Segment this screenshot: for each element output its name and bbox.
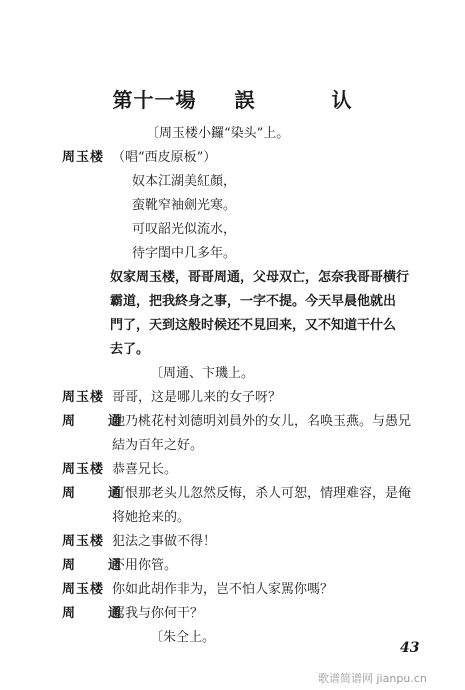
- speaker-label: 周玉楼: [62, 390, 105, 405]
- monologue-line: 門了，天到这般时候还不見回来，又不知道干什么: [110, 318, 397, 333]
- monologue-line: 去了。: [110, 342, 150, 357]
- dialogue-line: 将她抢来的。: [112, 510, 191, 525]
- scene-title: [0, 84, 465, 113]
- verse-line: 可叹韶光似流水，: [132, 222, 237, 237]
- scene-title-word-a: 誤: [234, 88, 256, 112]
- speaker-label: 周 通: [62, 486, 132, 501]
- speaker-label: 周玉楼: [62, 582, 105, 597]
- dialogue-line: 不用你管。: [112, 558, 178, 573]
- dialogue-line: 她乃桃花村刘德明刘員外的女儿，名唤玉燕。与愚兄: [112, 414, 412, 429]
- monologue-line: 霸道，把我終身之事，一字不提。今天早晨他就出: [110, 294, 397, 309]
- verse-line: 待字閨中几多年。: [132, 246, 237, 261]
- speaker-label: 周 通: [62, 558, 132, 573]
- dialogue-line: 駡我与你何干？: [112, 606, 204, 621]
- dialogue-line: 結为百年之好。: [112, 438, 204, 453]
- stage-direction-entrance: 〔朱仝上。: [150, 630, 216, 645]
- scene-title-prefix: 第十一場: [112, 88, 197, 112]
- dialogue-line: 恭喜兄长。: [112, 462, 178, 477]
- speaker-label: 周 通: [62, 606, 132, 621]
- speaker-label: 周玉楼: [62, 462, 105, 477]
- site-watermark: 歌谱简谱网 jianpu.cn: [318, 672, 427, 685]
- stage-direction-entrance: 〔周玉楼小鑼“染头”上。: [146, 126, 290, 141]
- dialogue-line: 你如此胡作非为，岂不怕人家駡你嗎？: [112, 582, 334, 597]
- speaker-label: 周玉楼: [62, 150, 105, 165]
- dialogue-line: 哥哥，这是哪儿来的女子呀？: [112, 390, 282, 405]
- dialogue-line: 犯法之事做不得！: [112, 534, 217, 549]
- scene-title-word-b: 认: [331, 88, 353, 112]
- song-intro: （唱“西皮原板”）: [112, 150, 217, 165]
- speaker-label: 周玉楼: [62, 534, 105, 549]
- verse-line: 蛮靴窄袖劍光寒。: [132, 198, 237, 213]
- monologue-line: 奴家周玉楼，哥哥周通，父母双亡，怎奈我哥哥横行: [110, 270, 410, 285]
- stage-direction-entrance: 〔周通、卞璣上。: [150, 366, 255, 381]
- verse-line: 奴本江湖美紅顏，: [132, 174, 237, 189]
- speaker-label: 周 通: [62, 414, 132, 429]
- dialogue-line: 可恨那老头儿忽然反悔，杀人可恕，情理难容，是俺: [112, 486, 412, 501]
- page-number: 43: [400, 640, 420, 656]
